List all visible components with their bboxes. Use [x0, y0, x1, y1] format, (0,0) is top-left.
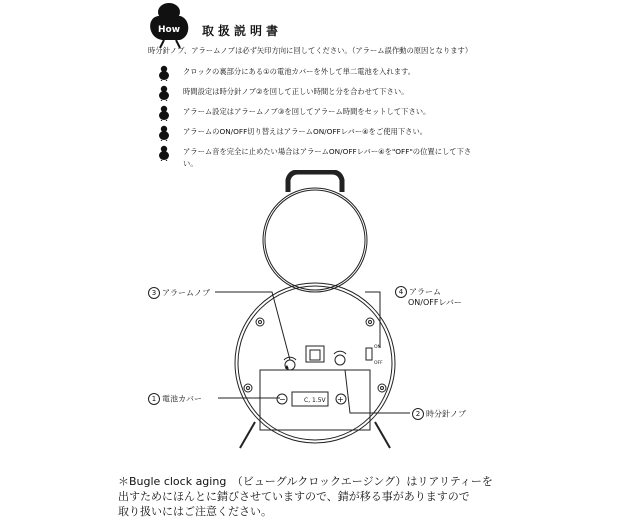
step-text: 時間設定は時分針ノブ②を回して正しい時間と分を合わせて下さい。 [183, 87, 409, 96]
note-line: ＊Bugle clock aging （ビューグルクロックエージング）はリアリティーを [118, 475, 493, 488]
caution-note [118, 474, 538, 519]
how-bird-logo [146, 2, 196, 48]
switch-on-label: ON [374, 345, 381, 350]
switch-off-label: OFF [374, 361, 383, 366]
alarm-knob-callout [148, 287, 210, 299]
page-title: 取扱説明書 [202, 24, 283, 38]
bird-bullet-icon [158, 125, 170, 141]
step-text: アラーム音を完全に止めたい場合はアラームON/OFFレバー④を"OFF"の位置にして下さい。 [183, 147, 472, 168]
callout-label: 時分針ノブ [426, 409, 466, 419]
bird-bullet-icon [158, 85, 170, 101]
callout-number: 4 [395, 286, 407, 298]
step-text: アラーム設定はアラームノブ③を回してアラーム時間をセットして下さい。 [183, 107, 431, 116]
battery-label: C, 1.5V [304, 397, 326, 404]
clock-diagram [140, 170, 470, 460]
bird-bullet-icon [158, 105, 170, 121]
callout-label: 電池カバー [162, 394, 202, 404]
step-text: クロックの裏部分にある①の電池カバーを外して単二電池を入れます。 [183, 67, 416, 76]
callout-number: 2 [412, 408, 424, 420]
note-line: 取り扱いにはご注意ください。 [118, 505, 272, 518]
logo-text: How [158, 25, 181, 35]
bird-bullet-icon [158, 65, 170, 81]
battery-cover-callout [148, 393, 202, 405]
callout-number: 3 [148, 287, 160, 299]
step-text: アラームのON/OFF切り替えはアラームON/OFFレバー④をご使用下さい。 [183, 127, 428, 136]
callout-label: アラーム [409, 287, 441, 297]
time-knob-callout [412, 408, 466, 420]
callout-number: 1 [148, 393, 160, 405]
plus-symbol: + [337, 395, 344, 404]
alarm-lever-callout [395, 286, 462, 308]
svg-text:▲: ▲ [285, 364, 289, 370]
minus-symbol: − [279, 395, 286, 404]
callout-label: ON/OFFレバー [408, 298, 462, 307]
note-line: 出すためにほんとに錆びさせていますので、錆が移る事がありますので [118, 490, 470, 503]
bird-bullet-icon [158, 145, 170, 161]
intro-text: 時分針ノブ、アラームノブは必ず矢印方向に回してください。（アラーム誤作動の原因となります） [148, 46, 473, 55]
callout-label: アラームノブ [162, 288, 210, 298]
